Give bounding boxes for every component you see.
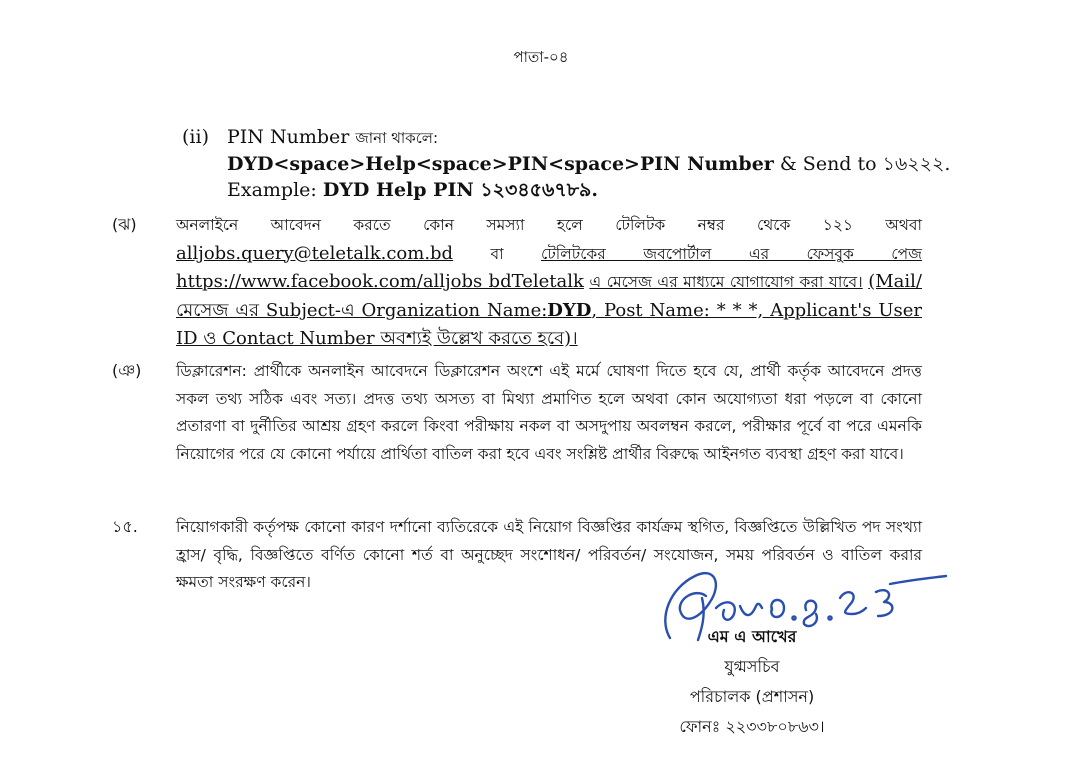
pin-example-label: Example:: [227, 179, 317, 201]
clause-marker: ১৫.: [112, 517, 138, 536]
clause-body: [176, 212, 922, 354]
page-number: পাতা-০৪: [513, 48, 569, 66]
signatory-phone: ফোনঃ ২২৩৩৮০৮৬৩।: [679, 717, 825, 736]
signatory-office: পরিচালক (প্রশাসন): [689, 687, 815, 706]
clause-jha: [112, 212, 922, 354]
subject-instruction: (Mail/মেসেজ এর Subject-এ Organization Name:: [176, 271, 922, 321]
pin-instructions: [182, 124, 951, 203]
facebook-page-link[interactable]: https://www.facebook.com/alljobs bdTeletalk: [176, 271, 584, 292]
pin-known-label: জানা থাকলে:: [355, 129, 439, 147]
jobportal-text: টেলিটকের জবপোর্টাল এর ফেসবুক পেজ: [541, 244, 922, 263]
pin-index: (ii): [182, 126, 209, 148]
pin-line-2: [182, 151, 951, 177]
pin-send-to: & Send to ১৬২২২.: [779, 153, 951, 175]
signatory-designation: যুগ্মসচিব: [724, 657, 780, 676]
support-email-link[interactable]: alljobs.query@teletalk.com.bd: [176, 242, 454, 264]
pin-line-3: [182, 177, 942, 203]
pin-example-code: DYD Help PIN ১২৩৪৫৬৭৮৯.: [322, 179, 598, 201]
pin-sms-format: DYD<space>Help<space>PIN<space>PIN Number: [227, 153, 774, 175]
signatory-name: এম এ আখের: [707, 627, 797, 646]
clause-nya: [112, 358, 922, 468]
authority-rights-text: নিয়োগকারী কর্তৃপক্ষ কোনো কারণ দর্শানো ব্যতিরেকে এই নিয়োগ বিজ্ঞপ্তির কার্যক্রম স্থগিত, বিজ্ঞপ্তিতে উল্লিখিত পদ সংখ্যা হ্রাস/ বৃদ্ধি, বিজ্ঞপ্তিতে বর্ণিত কোনো শর্ত বা অনুচ্ছেদ সংশোধন/ পরিবর্তন/ সংযোজন, সময় পরিবর্তন ও বাতিল করার ক্ষমতা সংরক্ষণ করেন।: [176, 518, 922, 591]
declaration-text: ডিক্লারেশন: প্রার্থীকে অনলাইন আবেদনে ডিক্লারেশন অংশে এই মর্মে ঘোষণা দিতে হবে যে, প্রার্থী কর্তৃক আবেদনে প্রদত্ত সকল তথ্য সঠিক এবং সত্য। প্রদত্ত তথ্য অসত্য বা মিথ্যা প্রমাণিত হলে অথবা কোন অযোগ্যতা ধরা পড়লে বা কোনো প্রতারণা বা দুর্নীতির আশ্রয় গ্রহণ করলে কিংবা পরীক্ষায় নকল বা অসদুপায় অবলম্বন করলে, পরীক্ষার পূর্বে বা পরে এমনকি নিয়োগের পরে যে কোনো পর্যায়ে প্রার্থিতা বাতিল করা হবে এবং সংশ্লিষ্ট প্রার্থীর বিরুদ্ধে আইনগত ব্যবস্থা গ্রহণ করা যাবে।: [176, 362, 922, 463]
subject-instruction-rest: , Post Name: * * *, Applicant's User ID ও Contact Number অবশ্যই উল্লেখ করতে হবে)।: [176, 299, 922, 349]
message-text: এ মেসেজ এর মাধ্যমে যোগাযোগ করা যাবে।: [589, 273, 863, 291]
contact-text: অনলাইনে আবেদন করতে কোন সমস্যা হলে টেলিটক নম্বর থেকে ১২১ অথবা: [176, 216, 922, 234]
organization-name: DYD: [547, 299, 592, 321]
pin-line-1: [182, 124, 942, 151]
signatory-block: [634, 622, 870, 742]
clause-marker: (ঞ): [112, 361, 142, 380]
contact-or: বা: [490, 244, 504, 263]
clause-marker: (ঝ): [112, 215, 137, 234]
pin-number-label: PIN Number: [227, 126, 350, 148]
